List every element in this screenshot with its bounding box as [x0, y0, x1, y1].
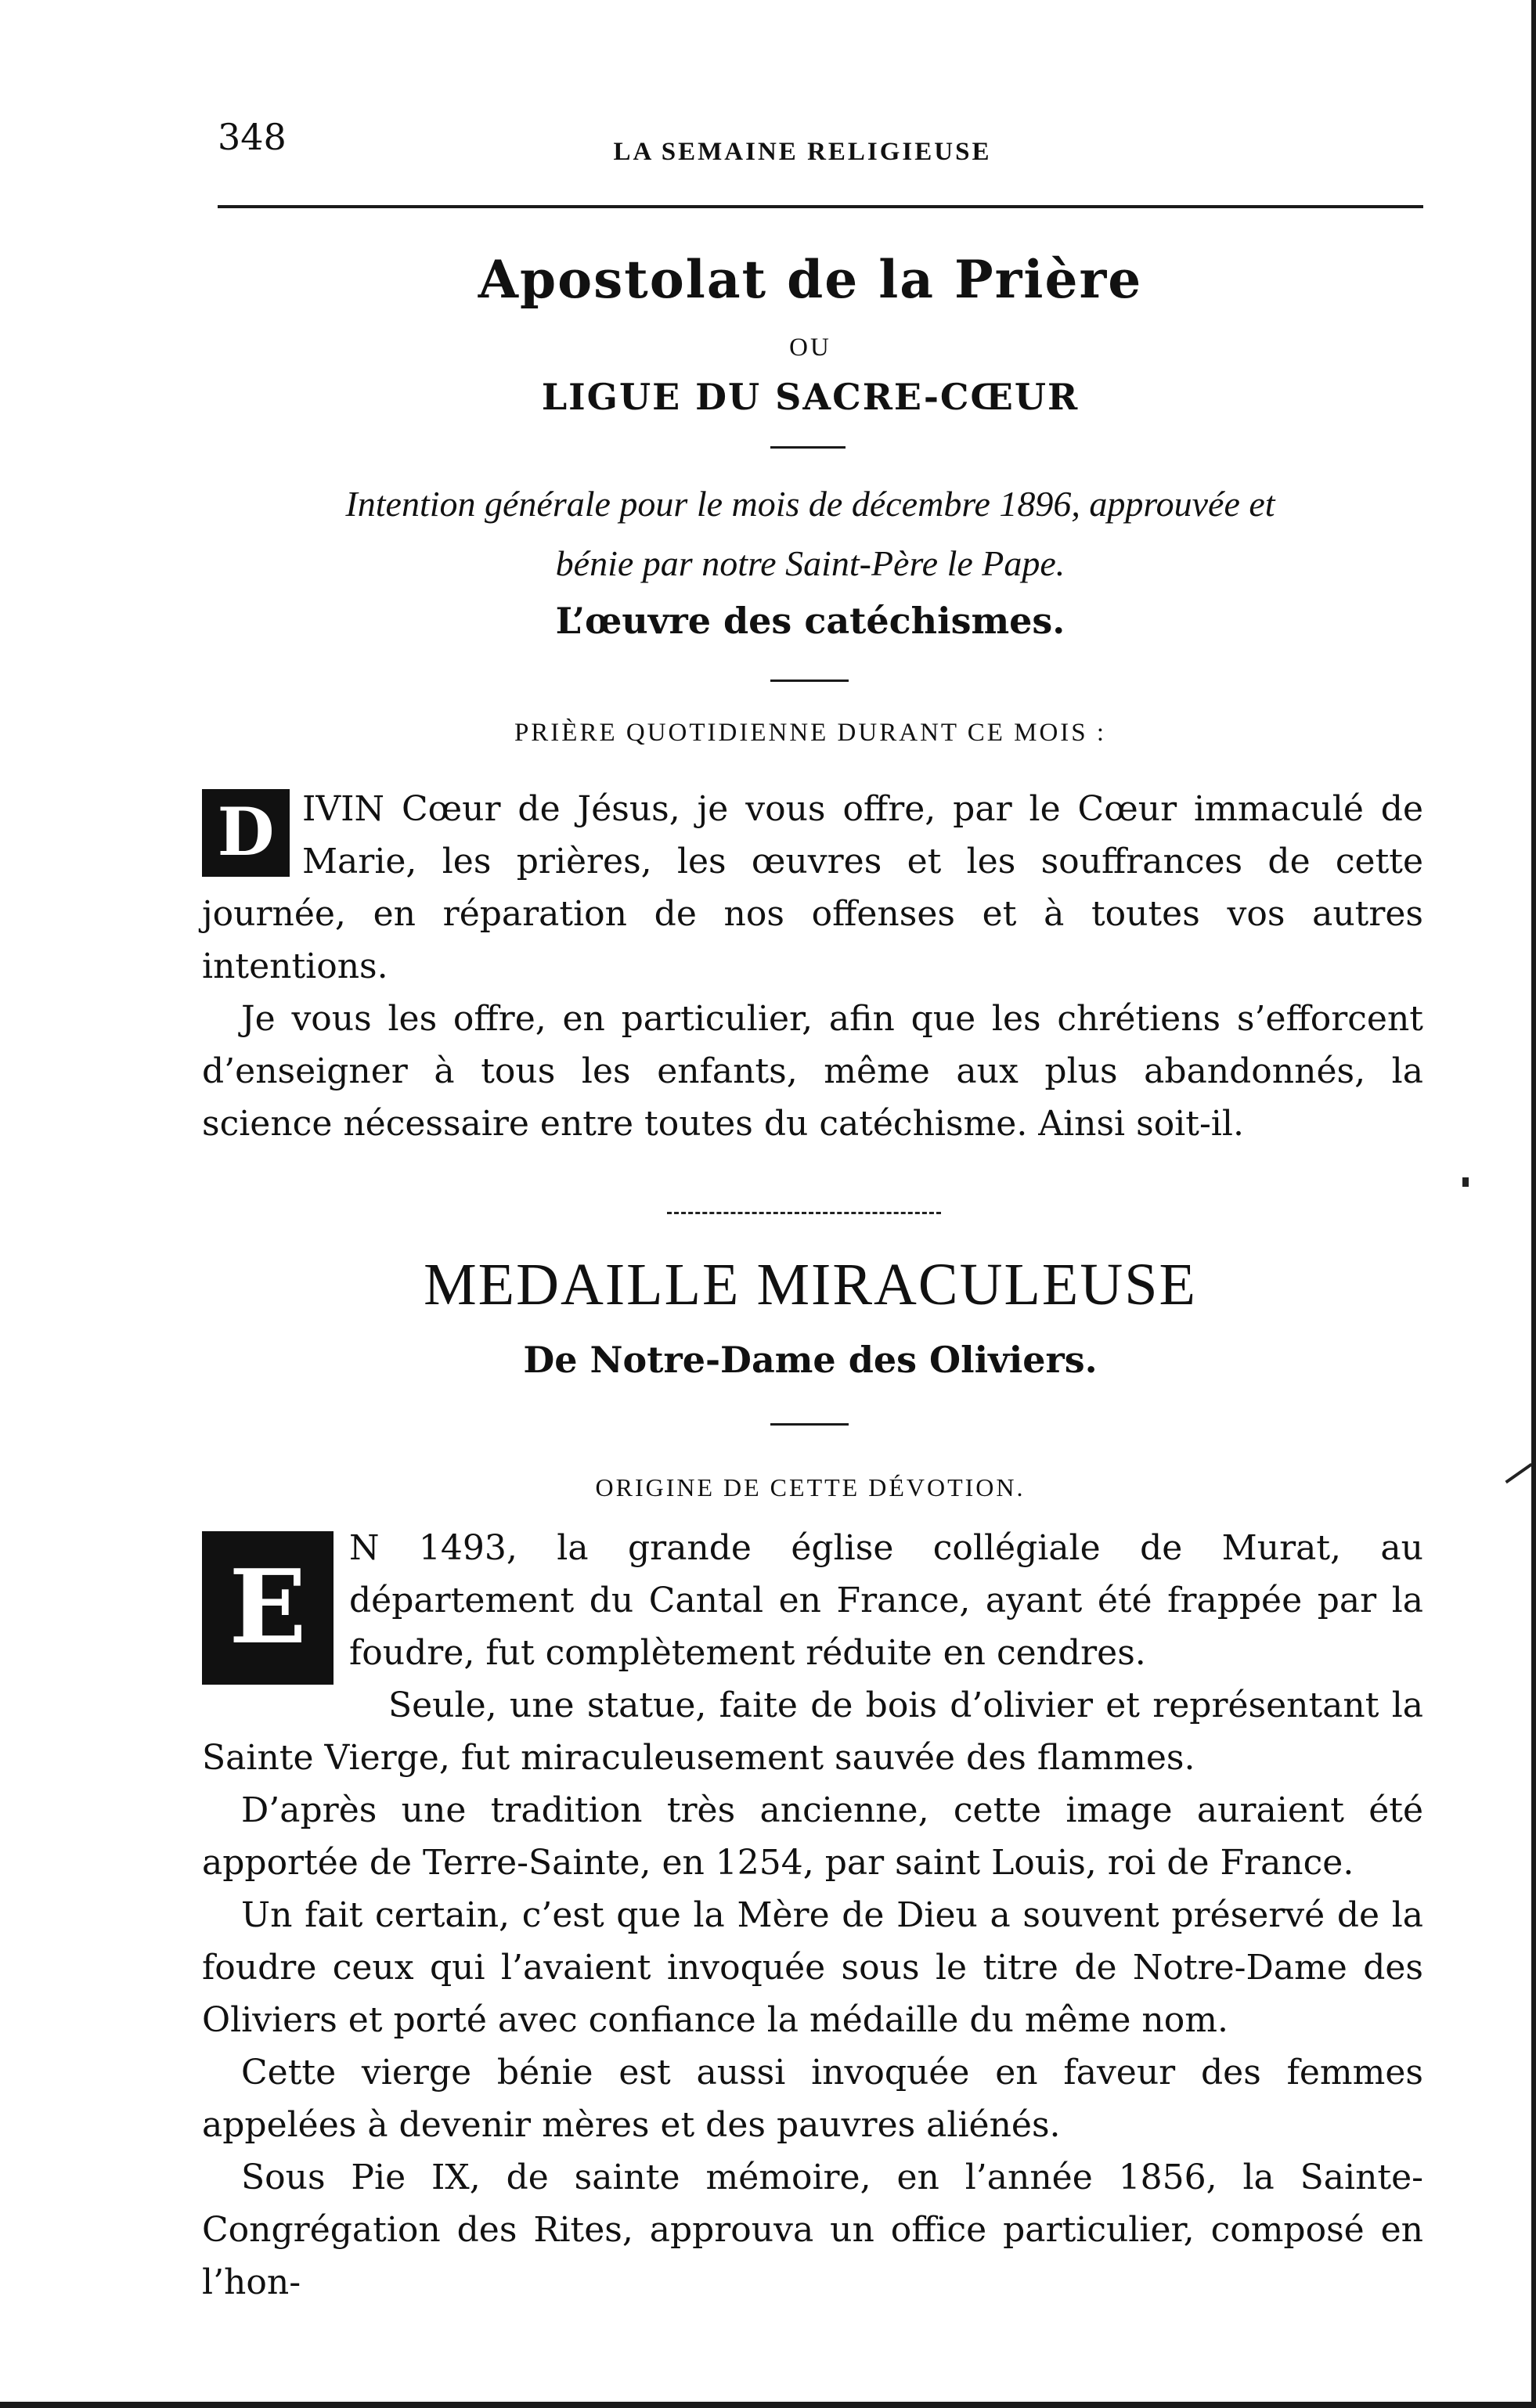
paragraph: Seule, une statue, faite de bois d’olivier et représentant la Sainte Vierge, fut miraculeusement sauvée des flammes. — [202, 1685, 1423, 1778]
section-title-apostolat: Apostolat de la Prière — [478, 249, 1143, 310]
intention-subject: L’œuvre des catéchismes. — [555, 600, 1065, 642]
paragraph-text: N 1493, la grande église collégiale de Murat, au département du Cantal en France, ayant été frappée par la foudre, fut complètement réduite en cendres. — [349, 1528, 1423, 1673]
intention-line: bénie par notre Saint-Père le Pape. — [555, 543, 1065, 583]
prayer-text — [202, 783, 1423, 1150]
stray-ink-mark — [1462, 1177, 1469, 1187]
paragraph: Je vous les offre, en particulier, afin que les chrétiens s’efforcent d’enseigner à tous les enfants, même aux plus abandonnés, la science nécessaire entre toutes du catéchisme. Ainsi soit-il. — [202, 999, 1423, 1144]
divider-rule — [770, 1423, 849, 1426]
paragraph: Cette vierge bénie est aussi invoquée en faveur des femmes appelées à devenir mères et des pauvres aliénés. — [202, 2053, 1423, 2145]
section-subtitle-ligue: LIGUE DU SACRE-CŒUR — [541, 376, 1080, 418]
paragraph: Sous Pie IX, de sainte mémoire, en l’année 1856, la Sainte-Congrégation des Rites, approuva un office particulier, composé en l’hon- — [202, 2157, 1423, 2302]
paragraph — [202, 1522, 1423, 1679]
origin-heading: ORIGINE DE CETTE DÉVOTION. — [595, 1473, 1026, 1501]
intention-line: Intention générale pour le mois de décembre 1896, approuvée et — [345, 484, 1275, 524]
section-separator — [667, 1212, 941, 1214]
section-title-medaille: MEDAILLE MIRACULEUSE — [424, 1252, 1197, 1318]
paragraph: D’après une tradition très ancienne, cette image auraient été apportée de Terre-Sainte, en 1254, par saint Louis, roi de France. — [202, 1790, 1423, 1883]
paragraph — [202, 783, 1423, 993]
paragraph: Un fait certain, c’est que la Mère de Dieu a souvent préservé de la foudre ceux qui l’avaient invoquée sous le titre de Notre-Dame des Oliviers et porté avec confiance la médaille du même nom. — [202, 1895, 1423, 2040]
intention-text — [196, 474, 1425, 593]
origin-text — [202, 1522, 1423, 2309]
drop-cap: D — [202, 789, 290, 877]
page-edge-right — [1531, 0, 1536, 2408]
title-conjunction: OU — [789, 333, 831, 362]
page-number: 348 — [218, 116, 287, 158]
stray-ink-tick — [1505, 1463, 1532, 1483]
paragraph-text: IVIN Cœur de Jésus, je vous offre, par le Cœur immaculé de Marie, les prières, les œuvres et les souffrances de cette journée, en réparation de nos offenses et à toutes vos autres intentions. — [202, 789, 1423, 986]
running-head: LA SEMAINE RELIGIEUSE — [613, 138, 992, 166]
section-subtitle-notre-dame: De Notre-Dame des Oliviers. — [523, 1339, 1098, 1381]
divider-rule — [770, 680, 849, 682]
header-rule — [218, 205, 1423, 208]
prayer-heading: PRIÈRE QUOTIDIENNE DURANT CE MOIS : — [514, 719, 1107, 747]
drop-cap: E — [202, 1531, 334, 1685]
divider-rule — [770, 446, 846, 449]
page-edge-bottom — [0, 2402, 1536, 2408]
